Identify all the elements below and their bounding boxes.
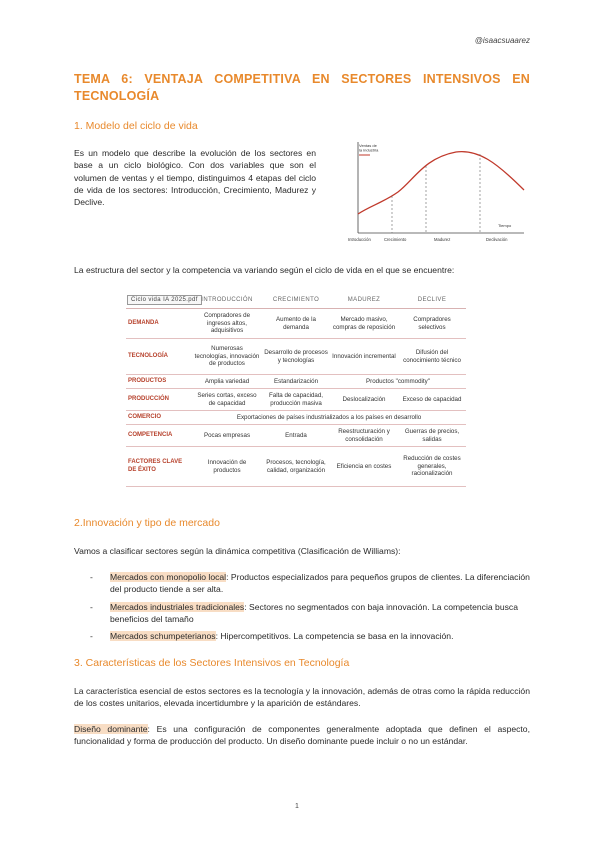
table-cell: Guerras de precios, salidas	[398, 425, 466, 447]
sales-curve	[358, 152, 524, 214]
list-dash: -	[90, 601, 93, 612]
table-row	[126, 375, 466, 389]
table-cell: Productos "commodity"	[330, 375, 466, 389]
table-row	[126, 411, 466, 425]
section1-intro: Es un modelo que describe la evolución de los sectores en base a un ciclo biológico. Con dos variables que son el volumen de ventas y el tiempo, distinguimos 4 etapas del ciclo de vida de los sectores: Introducción, Crecimiento, Madurez y Declive.	[74, 148, 316, 208]
table-cell: Aumento de la demanda	[262, 309, 330, 339]
dominant-design-paragraph	[74, 723, 530, 748]
table-row	[126, 309, 466, 339]
stage-label-madurez: Madurez	[434, 237, 451, 242]
table-cell: Mercado masivo, compras de reposición	[330, 309, 398, 339]
x-axis-label: Tiempo	[498, 223, 512, 228]
list-term: Mercados con monopolio local	[110, 572, 227, 582]
life-cycle-chart	[340, 140, 528, 244]
stage-label-introduccion: Introducción	[348, 237, 371, 242]
table-cell: Deslocalización	[330, 389, 398, 411]
table-cell: Exceso de capacidad	[398, 389, 466, 411]
row-label: PRODUCTOS	[126, 375, 192, 389]
column-header: MADUREZ	[330, 292, 398, 309]
author-handle: @isaacsuaarez	[474, 36, 530, 45]
table-cell: Desarrollo de procesos y tecnologías	[262, 339, 330, 375]
table-cell: Innovación de productos	[192, 447, 262, 487]
table-cell: Exportaciones de países industrializados a los países en desarrollo	[192, 411, 466, 425]
column-header: INTRODUCCIÓN	[192, 292, 262, 309]
section3-paragraph: La característica esencial de estos sectores es la tecnología y la innovación, además de otras como la rápida reducción de los costes unitarios, elevada incertidumbre y la aparición de estándares.	[74, 686, 530, 709]
table-cell: Procesos, tecnología, calidad, organización	[262, 447, 330, 487]
life-cycle-table-figure	[126, 292, 466, 487]
list-term: Mercados industriales tradicionales	[110, 601, 245, 612]
page-title: TEMA 6: VENTAJA COMPETITIVA EN SECTORES INTENSIVOS EN TECNOLOGÍA	[74, 72, 530, 103]
section3-heading: 3. Características de los Sectores Intensivos en Tecnología	[74, 657, 350, 669]
table-cell: Estandarización	[262, 375, 330, 389]
table-intro: La estructura del sector y la competencia va variando según el ciclo de vida en el que se encuentre:	[74, 265, 455, 275]
table-cell: Falta de capacidad, producción masiva	[262, 389, 330, 411]
table-header-row	[126, 292, 466, 309]
section2-heading: 2.Innovación y tipo de mercado	[74, 517, 220, 529]
row-label: DEMANDA	[126, 309, 192, 339]
stage-label-crecimiento: Crecimiento	[384, 237, 407, 242]
list-item	[90, 601, 530, 626]
table-cell: Entrada	[262, 425, 330, 447]
row-label: PRODUCCIÓN	[126, 389, 192, 411]
table-cell: Reestructuración y consolidación	[330, 425, 398, 447]
table-cell: Innovación incremental	[330, 339, 398, 375]
list-term: Mercados schumpeterianos	[110, 631, 216, 642]
table-cell: Series cortas, exceso de capacidad	[192, 389, 262, 411]
table-cell: Reducción de costes generales, racionalización	[398, 447, 466, 487]
dominant-design-term: Diseño dominante	[74, 724, 148, 734]
table-row	[126, 389, 466, 411]
list-dash: -	[90, 631, 93, 642]
column-header: DECLIVE	[398, 292, 466, 309]
section1-heading: 1. Modelo del ciclo de vida	[74, 120, 198, 132]
table-row	[126, 339, 466, 375]
table-cell: Eficiencia en costes	[330, 447, 398, 487]
table-cell: Compradores de ingresos altos, adquisitivos	[192, 309, 262, 339]
y-axis-label: Ventas de	[359, 143, 377, 148]
table-cell: Pocas empresas	[192, 425, 262, 447]
column-header: CRECIMIENTO	[262, 292, 330, 309]
table-row	[126, 447, 466, 487]
table-cell: Compradores selectivos	[398, 309, 466, 339]
section2-intro: Vamos a clasificar sectores según la dinámica competitiva (Clasificación de Williams):	[74, 546, 401, 556]
list-item	[90, 630, 530, 642]
table-cell: Amplia variedad	[192, 375, 262, 389]
dominant-design-definition: : Es una configuración de componentes generalmente adoptada que definen el aspecto, funcionalidad y forma de producción del producto. Un diseño dominante puede incluir o no un estándar.	[74, 724, 530, 747]
life-cycle-table	[126, 292, 466, 487]
list-dash: -	[90, 572, 93, 582]
list-text: : Sectores no segmentados con baja innovación. La competencia busca beneficios del tamaño	[110, 601, 518, 624]
table-cell: Difusión del conocimiento técnico	[398, 339, 466, 375]
list-text: : Hipercompetitivos. La competencia se basa en la innovación.	[215, 631, 454, 642]
y-axis-label-2: la industria	[359, 147, 379, 153]
table-row	[126, 425, 466, 447]
row-label: FACTORES CLAVE DE ÉXITO	[126, 447, 192, 487]
row-label: COMPETENCIA	[126, 425, 192, 447]
table-cell: Numerosas tecnologías, innovación de productos	[192, 339, 262, 375]
stage-label-declivacion: Declivación	[486, 237, 508, 242]
list-text: : Productos especializados para pequeños grupos de clientes. La diferenciación del producto tiende a ser alta.	[110, 572, 530, 595]
row-label: TECNOLOGÍA	[126, 339, 192, 375]
list-item	[90, 571, 530, 596]
row-label: COMERCIO	[126, 411, 192, 425]
file-tag: Ciclo vida IA 2025.pdf	[127, 295, 202, 305]
market-type-list	[90, 571, 530, 647]
file-tag-cell	[126, 292, 198, 309]
page-number: 1	[295, 803, 299, 810]
